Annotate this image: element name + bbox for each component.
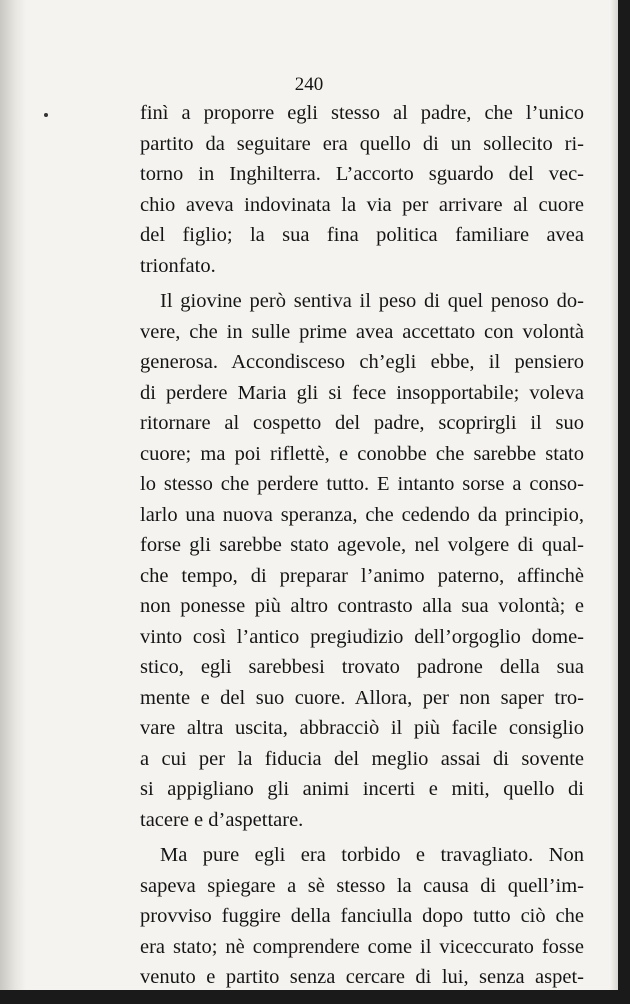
text-line: larlo una nuova speranza, che cedendo da principio, (140, 503, 584, 526)
text-line: lo stesso che perdere tutto. E intanto sorse a conso- (140, 473, 584, 495)
ink-speck (44, 113, 48, 117)
text-line: tacere e d’aspettare. (140, 808, 304, 831)
text-line: di perdere Maria gli si fece insopportabile; voleva (140, 381, 584, 404)
text-line: venuto e partito senza cercare di lui, senza aspet- (140, 966, 584, 988)
text-line: sapeva spiegare a sè stesso la causa di quell’im- (140, 874, 584, 897)
paragraph-3 (140, 840, 584, 990)
text-line: generosa. Accondisceso ch’egli ebbe, il pensiero (140, 351, 584, 373)
text-line: cuore; ma poi riflettè, e conobbe che sarebbe stato (140, 442, 584, 465)
text-line: Ma pure egli era torbido e travagliato. Non (160, 844, 584, 866)
text-line: non ponesse più altro contrasto alla sua volontà; e (140, 595, 584, 617)
page-edge-shadow (610, 0, 618, 990)
text-line: vare altra uscita, abbracciò il più facile consiglio (140, 717, 584, 739)
text-line: finì a proporre egli stesso al padre, che l’unico (140, 102, 584, 124)
text-line: provviso fuggire della fanciulla dopo tutto ciò che (140, 905, 584, 927)
text-line: del figlio; la sua fina politica familiare avea (140, 224, 584, 246)
text-line: mente e del suo cuore. Allora, per non saper tro- (140, 686, 584, 709)
text-line: era stato; nè comprendere come il viceccurato fosse (140, 935, 584, 958)
body-text (140, 98, 584, 990)
text-line: a cui per la fiducia del meglio assai di sovente (140, 747, 584, 770)
paragraph-1 (140, 98, 584, 281)
text-line: forse gli sarebbe stato agevole, nel volgere di qual- (140, 534, 584, 556)
text-line: che tempo, di preparar l’animo paterno, affinchè (140, 564, 584, 587)
text-line: partito da seguitare era quello di un sollecito ri- (140, 132, 584, 155)
page-number: 240 (294, 74, 324, 95)
text-line: si appigliano gli animi incerti e miti, quello di (140, 778, 584, 800)
text-line: vere, che in sulle prime avea accettato con volontà (140, 320, 584, 343)
text-line: trionfato. (140, 254, 216, 277)
text-line: ritornare al cospetto del padre, scoprirgli il suo (140, 412, 584, 434)
text-line: stico, egli sarebbesi trovato padrone della sua (140, 656, 584, 678)
text-line: torno in Inghilterra. L’accorto sguardo del vec- (140, 163, 584, 185)
text-line: chio aveva indovinata la via per arrivare al cuore (140, 193, 584, 216)
text-line: vinto così l’antico pregiudizio dell’orgoglio dome- (140, 625, 584, 648)
paragraph-2 (140, 286, 584, 835)
text-line: Il giovine però sentiva il peso di quel penoso do- (160, 290, 584, 312)
page-spine-shadow (0, 0, 26, 990)
